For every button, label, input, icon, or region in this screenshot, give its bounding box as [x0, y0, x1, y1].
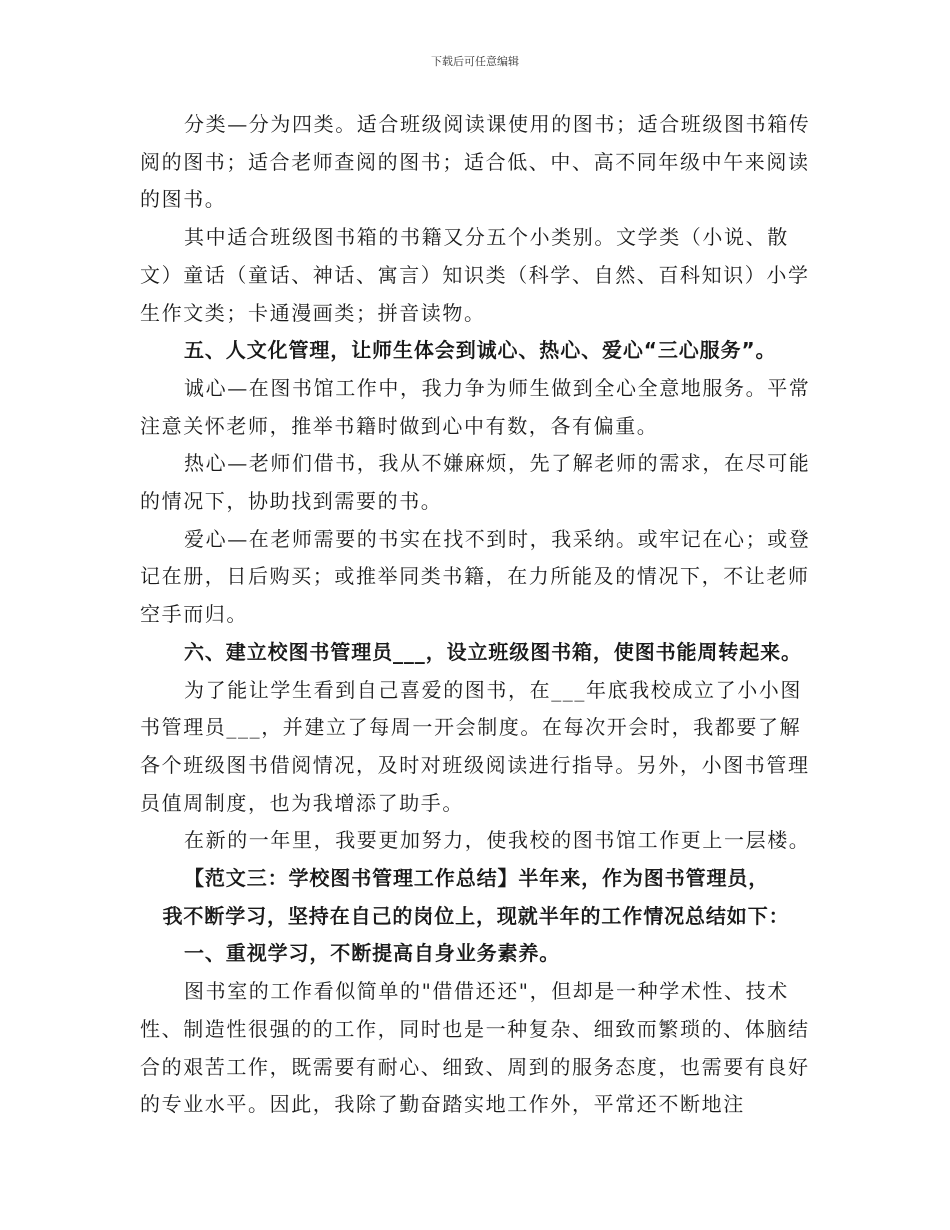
- paragraph-subcategories: 其中适合班级图书箱的书籍又分五个小类别。文学类（小说、散文）童话（童话、神话、寓言）知识类（科学、自然、百科知识）小学生作文类；卡通漫画类；拼音读物。: [140, 225, 810, 325]
- paragraph-library-work: 图书室的工作看似简单的"借借还还"，但却是一种学术性、技术性、制造性很强的的工作，同时也是一种复杂、细致而繁琐的、体脑结合的艰苦工作，既需要有耐心、细致、周到的服务态度，也需要有良好的专业水平。因此，我除了勤奋踏实地工作外，平常还不断地注: [140, 979, 810, 1117]
- example-three-intro: 我不断学习，坚持在自己的岗位上，现就半年的工作情况总结如下：: [162, 903, 790, 928]
- page-header: 下载后可任意编辑: [431, 55, 519, 68]
- section-heading-five: 五、人文化管理，让师生体会到诚心、热心、爱心“三心服务”。: [184, 338, 777, 363]
- section-heading-one: 一、重视学习，不断提高自身业务素养。: [184, 941, 561, 966]
- paragraph-love: 爱心—在老师需要的书实在找不到时，我采纳。或牢记在心；或登记在册，日后购买；或推举同类书籍，在力所能及的情况下，不让老师空手而归。: [140, 526, 811, 627]
- paragraph-librarian-team: 为了能让学生看到自己喜爱的图书，在___年底我校成立了小小图书管理员___，并建立了每周一开会制度。在每次开会时，我都要了解各个班级图书借阅情况，及时对班级阅读进行指导。另外，小图书管理员值周制度，也为我增添了助手。: [140, 677, 810, 815]
- document-body: [140, 106, 812, 1124]
- section-heading-six: 六、建立校图书管理员___，设立班级图书箱，使图书能周转起来。: [184, 639, 802, 664]
- paragraph-classification: 分类—分为四类。适合班级阅读课使用的图书；适合班级图书箱传阅的图书；适合老师查阅的图书；适合低、中、高不同年级中午来阅读的图书。: [140, 112, 811, 212]
- example-three-title: 【范文三：学校图书管理工作总结】半年来，作为图书管理员，: [184, 866, 770, 891]
- paragraph-sincerity: 诚心—在图书馆工作中，我力争为师生做到全心全意地服务。平常注意关怀老师，推举书籍时做到心中有数，各有偏重。: [140, 375, 811, 438]
- paragraph-new-year: 在新的一年里，我要更加努力，使我校的图书馆工作更上一层楼。: [184, 828, 811, 853]
- paragraph-enthusiasm: 热心—老师们借书，我从不嫌麻烦，先了解老师的需求，在尽可能的情况下，协助找到需要的书。: [140, 451, 811, 514]
